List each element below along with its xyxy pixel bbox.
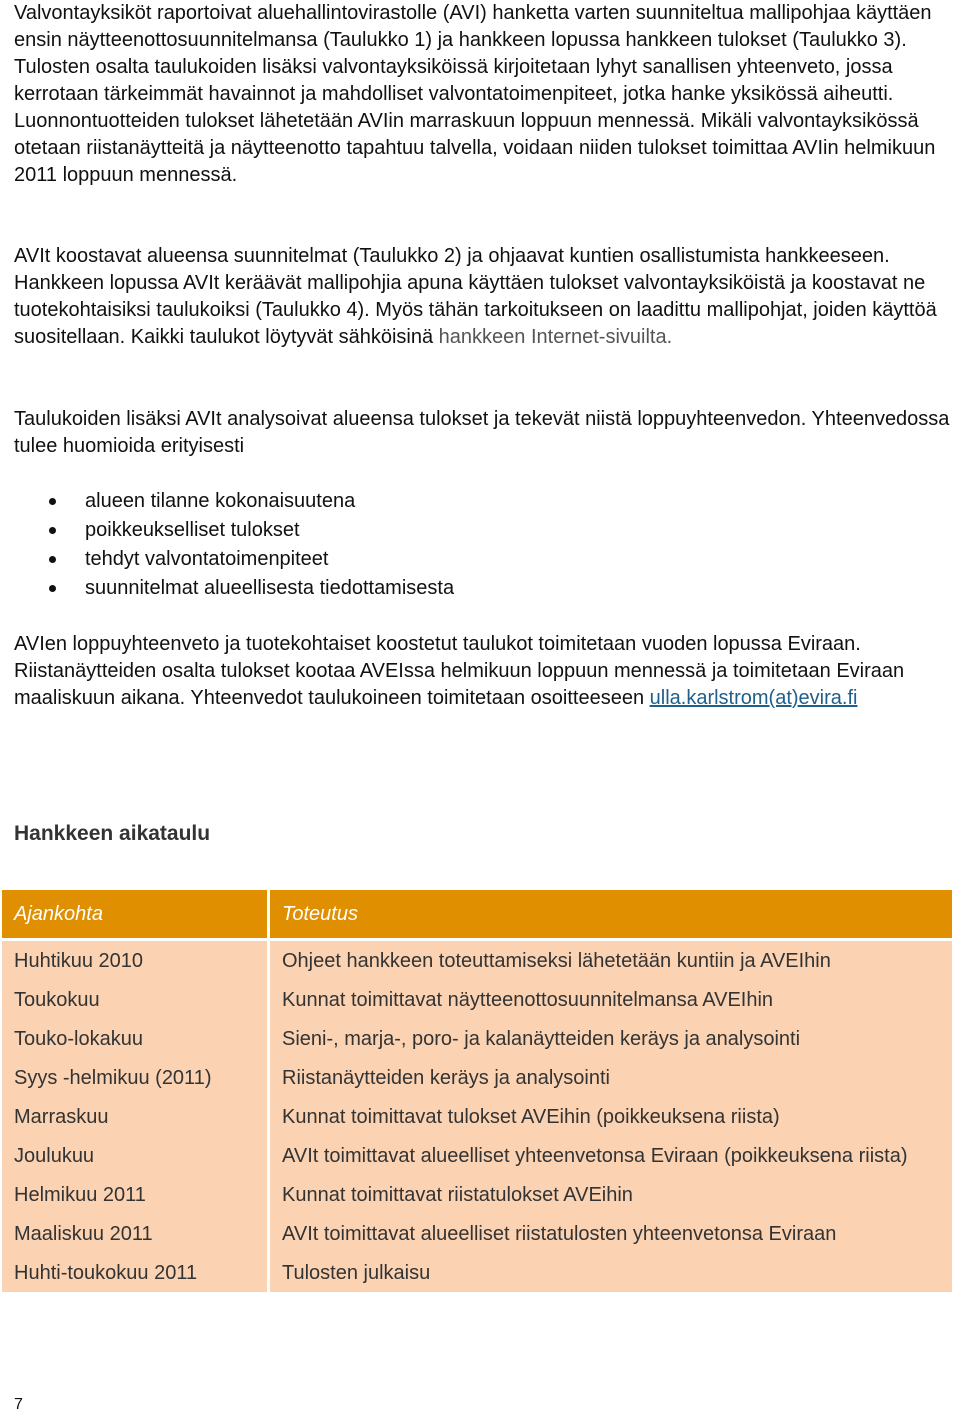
bullet-icon — [49, 498, 56, 505]
table-cell-date: Marraskuu — [2, 1097, 270, 1136]
summary-bullet-list — [0, 487, 940, 603]
table-cell-action: Kunnat toimittavat tulokset AVEihin (poikkeuksena riista) — [270, 1097, 952, 1136]
paragraph-final-report — [14, 631, 958, 712]
table-cell-date: Syys -helmikuu (2011) — [2, 1058, 270, 1097]
table-row — [2, 1019, 952, 1058]
table-cell-action: Kunnat toimittavat riistatulokset AVEihin — [270, 1175, 952, 1214]
table-cell-action: Riistanäytteiden keräys ja analysointi — [270, 1058, 952, 1097]
paragraph-avi-plans-text: AVIt koostavat alueensa suunnitelmat (Taulukko 2) ja ohjaavat kuntien osallistumista hankkeeseen. Hankkeen lopussa AVIt keräävät mallipohjia apuna käyttäen tulokset valvontayksiköistä ja koostavat ne tuotekohtaisiksi taulukoiksi (Taulukko 4). Myös tähän tarkoitukseen on laadittu mallipohjat, joiden käyttöä suositellaan. Kaikki taulukot löytyvät sähköisinä — [14, 245, 937, 348]
list-item-text: poikkeukselliset tulokset — [85, 519, 300, 541]
list-item — [0, 516, 940, 545]
list-item-text: tehdyt valvontatoimenpiteet — [85, 548, 329, 570]
paragraph-reporting: Valvontayksiköt raportoivat aluehallintovirastolle (AVI) hanketta varten suunniteltua mallipohjaa käyttäen ensin näytteenottosuunnitelmansa (Taulukko 1) ja hankkeen lopussa hankkeen tulokset (Taulukko 3). Tulosten osalta taulukoiden lisäksi valvontayksiköissä kirjoitetaan lyhyt sanallisen yhteenveto, jossa kerrotaan tärkeimmät havainnot ja mahdolliset valvontatoimenpiteet, jotka hanke yksikössä aiheutti. Luonnontuotteiden tulokset lähetetään AVIin marraskuun loppuun mennessä. Mikäli valvontayksikössä otetaan riistanäytteitä ja näytteenotto tapahtuu talvella, voidaan niiden tulokset toimittaa AVIin helmikuun 2011 loppuun mennessä. — [14, 2, 936, 186]
table-cell-date: Touko-lokakuu — [2, 1019, 270, 1058]
page-number: 7 — [14, 1396, 23, 1413]
column-header-ajankohta: Ajankohta — [2, 890, 270, 941]
table-cell-date: Joulukuu — [2, 1136, 270, 1175]
table-row — [2, 1253, 952, 1292]
table-cell-action: Tulosten julkaisu — [270, 1253, 952, 1292]
email-link[interactable]: ulla.karlstrom(at)evira.fi — [649, 687, 858, 709]
table-cell-date: Huhti-toukokuu 2011 — [2, 1253, 270, 1292]
table-row — [2, 1097, 952, 1136]
table-row — [2, 1214, 952, 1253]
table-header-row — [2, 890, 952, 941]
section-heading: Hankkeen aikataulu — [14, 822, 211, 845]
table-row — [2, 941, 952, 980]
table-row — [2, 1175, 952, 1214]
list-item — [0, 487, 940, 516]
table-cell-date: Toukokuu — [2, 980, 270, 1019]
bullet-icon — [49, 527, 56, 534]
schedule-table — [2, 890, 952, 1292]
paragraph-avi-plans — [14, 243, 958, 351]
website-reference: hankkeen Internet-sivuilta. — [438, 326, 673, 348]
table-cell-date: Huhtikuu 2010 — [2, 941, 270, 980]
table-cell-action: AVIt toimittavat alueelliset yhteenvetonsa Eviraan (poikkeuksena riista) — [270, 1136, 952, 1175]
list-item — [0, 574, 940, 603]
paragraph-final-report-text: AVIen loppuyhteenveto ja tuotekohtaiset koostetut taulukot toimitetaan vuoden lopussa Eviraan. Riistanäytteiden osalta tulokset kootaa AVEIssa helmikuun loppuun mennessä ja toimitetaan Eviraan maaliskuun aikana. Yhteenvedot taulukoineen toimitetaan osoitteeseen — [14, 633, 905, 709]
bullet-icon — [49, 585, 56, 592]
table-row — [2, 1058, 952, 1097]
list-item — [0, 545, 940, 574]
column-header-toteutus: Toteutus — [270, 890, 952, 941]
list-item-text: alueen tilanne kokonaisuutena — [85, 490, 356, 512]
table-row — [2, 980, 952, 1019]
table-cell-action: Ohjeet hankkeen toteuttamiseksi lähetetään kuntiin ja AVEIhin — [270, 941, 952, 980]
table-cell-action: Sieni-, marja-, poro- ja kalanäytteiden keräys ja analysointi — [270, 1019, 952, 1058]
bullet-icon — [49, 556, 56, 563]
table-row — [2, 1136, 952, 1175]
table-cell-date: Helmikuu 2011 — [2, 1175, 270, 1214]
list-item-text: suunnitelmat alueellisesta tiedottamisesta — [85, 577, 455, 599]
paragraph-summary: Taulukoiden lisäksi AVIt analysoivat alueensa tulokset ja tekevät niistä loppuyhteenvedon. Yhteenvedossa tulee huomioida erityisesti — [14, 408, 950, 457]
table-cell-action: AVIt toimittavat alueelliset riistatulosten yhteenvetonsa Eviraan — [270, 1214, 952, 1253]
table-cell-action: Kunnat toimittavat näytteenottosuunnitelmansa AVEIhin — [270, 980, 952, 1019]
table-cell-date: Maaliskuu 2011 — [2, 1214, 270, 1253]
